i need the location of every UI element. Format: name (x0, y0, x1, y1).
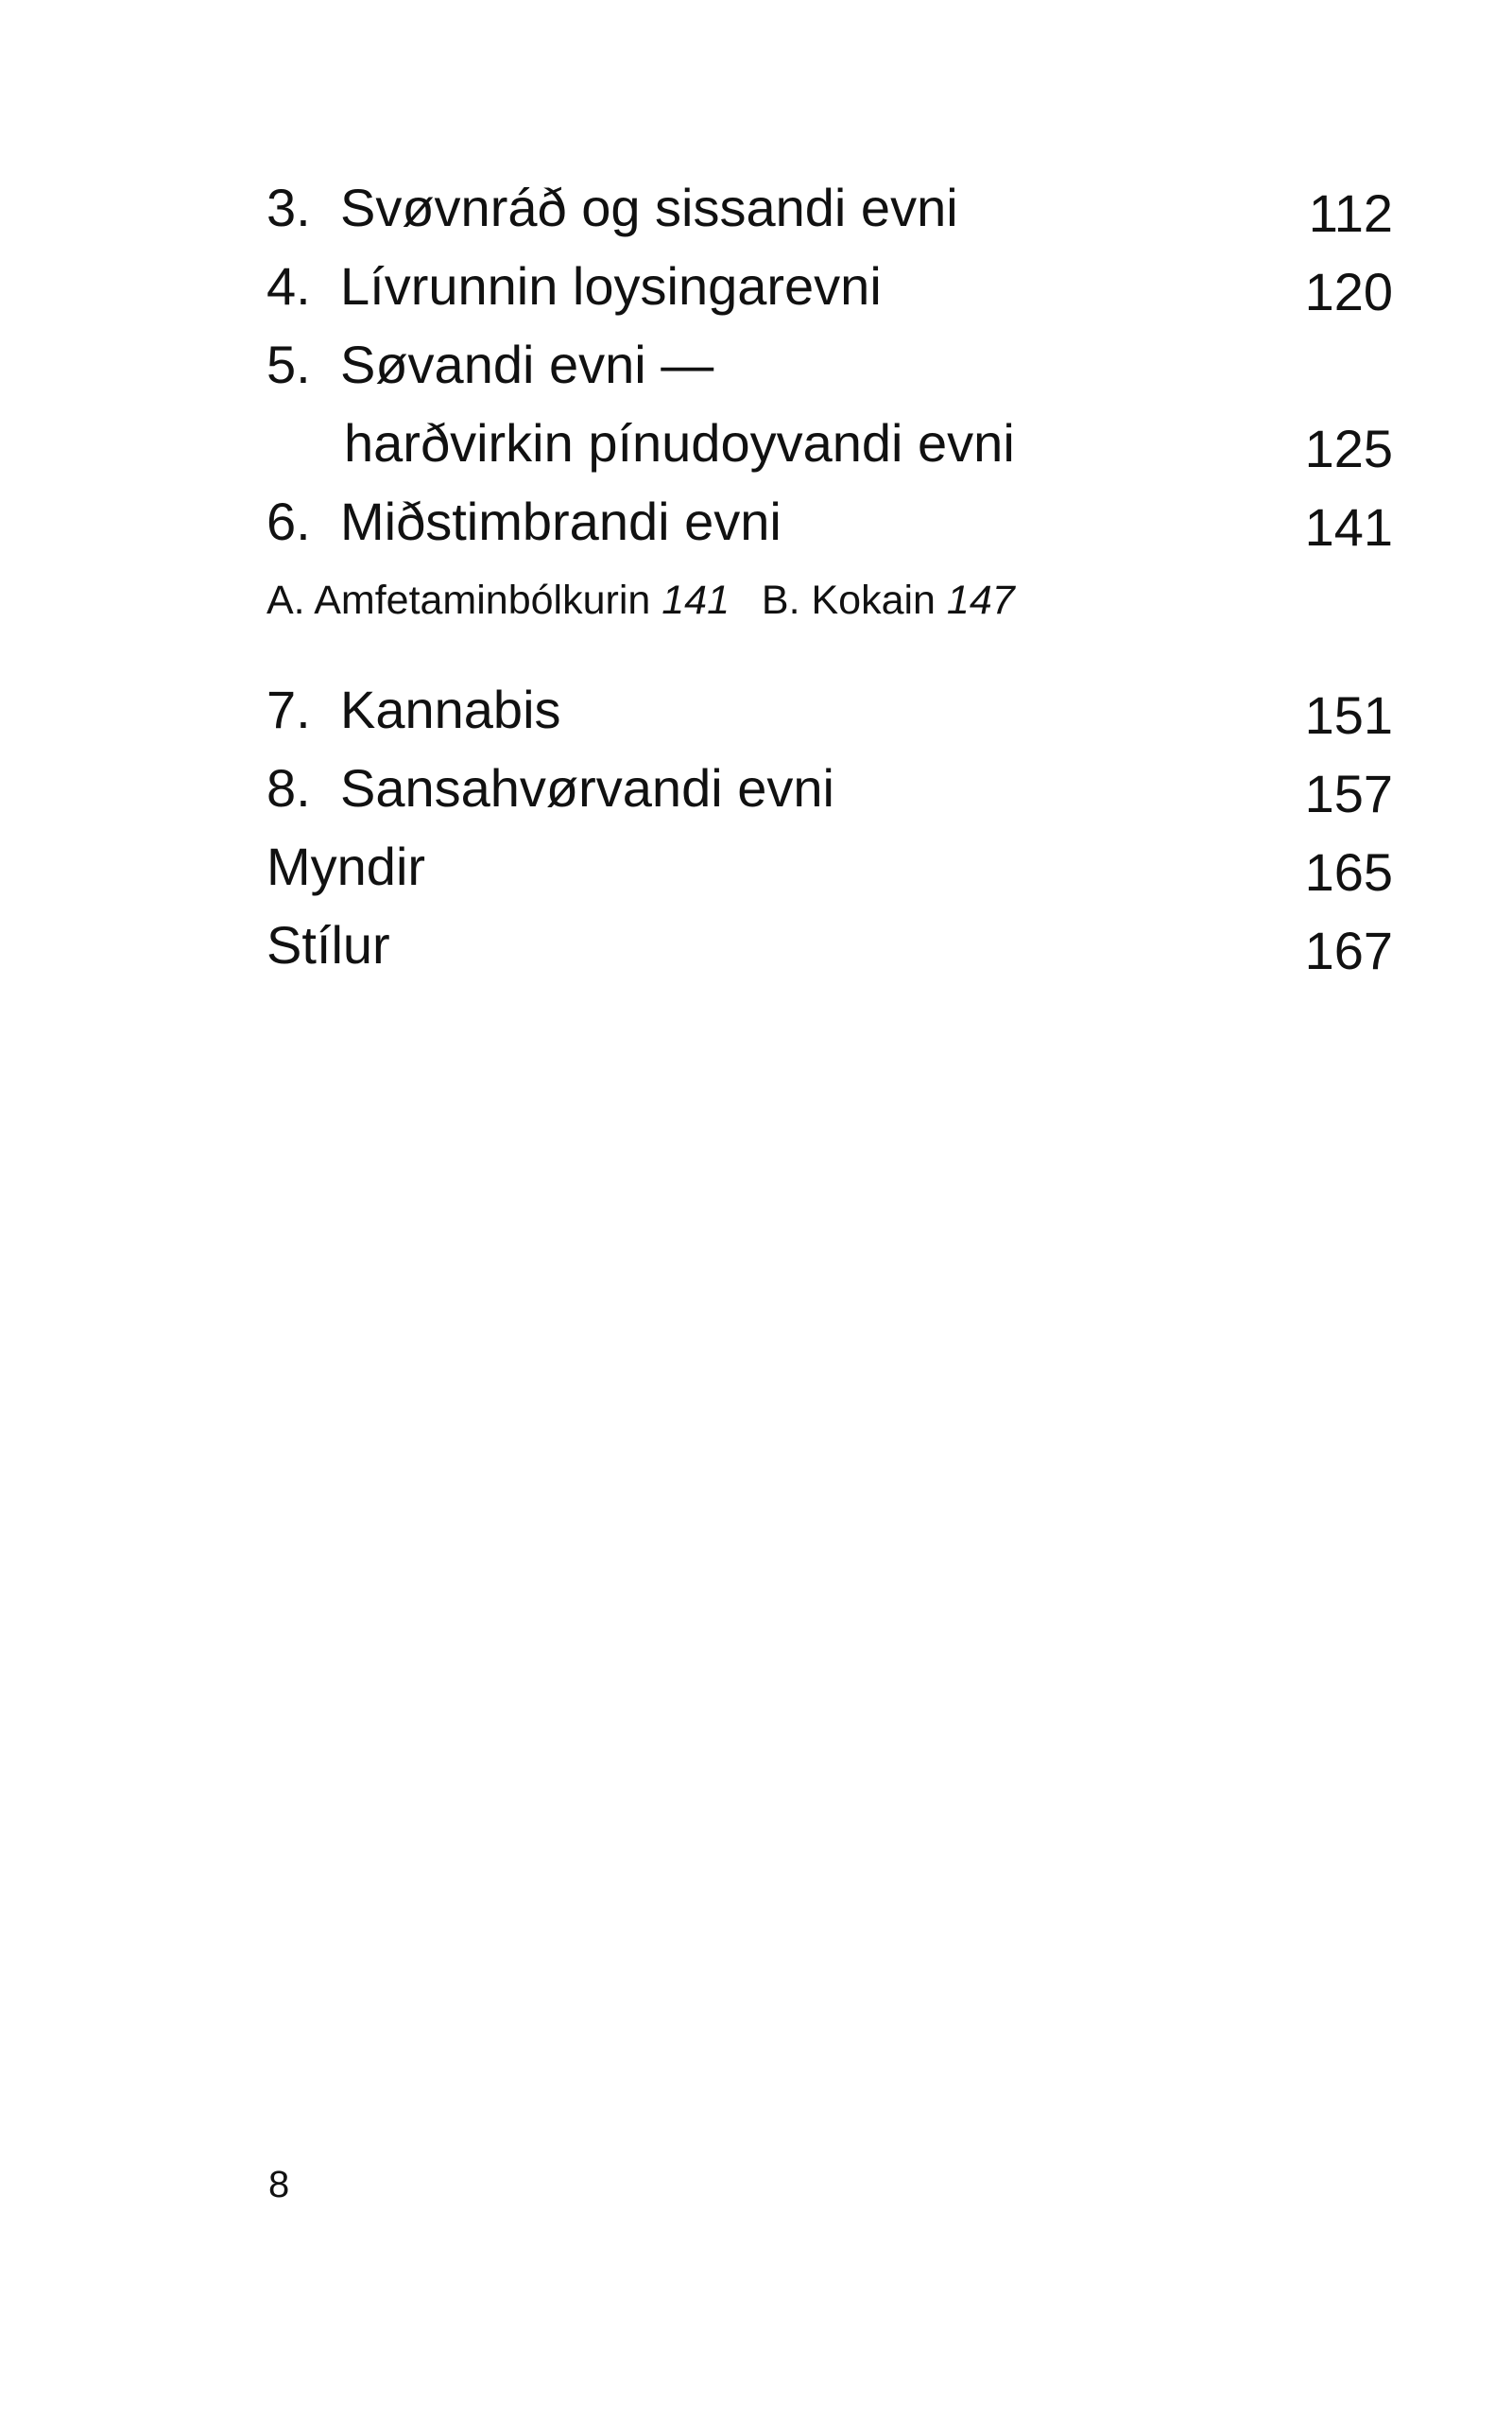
entry-number: 6. (266, 492, 311, 551)
toc-entry (266, 325, 1393, 404)
entry-number: 5. (266, 335, 311, 394)
entry-page: 151 (1304, 685, 1393, 745)
subentry-label: B. Kokain (761, 578, 936, 623)
entry-title: Myndir (266, 837, 426, 896)
entry-page: 125 (1304, 419, 1393, 478)
table-of-contents (266, 168, 1393, 984)
entry-number: 7. (266, 680, 311, 739)
entry-title: Søvandi evni — (340, 335, 714, 394)
subentry-page: 147 (946, 578, 1015, 623)
entry-number: 4. (266, 256, 311, 316)
entry-page: 112 (1308, 183, 1393, 243)
entry-page: 141 (1304, 497, 1393, 557)
entry-page: 165 (1304, 842, 1393, 902)
toc-entry (266, 670, 1393, 749)
toc-entry (266, 168, 1393, 247)
toc-entry (266, 749, 1393, 827)
entry-number: 3. (266, 178, 311, 237)
entry-title: harðvirkin pínudoyvandi evni (344, 413, 1015, 473)
entry-title: Kannabis (340, 680, 561, 739)
toc-entry (266, 482, 1393, 561)
entry-title: Stílur (266, 915, 390, 975)
entry-page: 167 (1304, 921, 1393, 980)
toc-entry-continuation (266, 404, 1393, 482)
toc-entry (266, 906, 1393, 984)
entry-title: Miðstimbrandi evni (340, 492, 782, 551)
entry-title: Sansahvørvandi evni (340, 758, 834, 818)
subentry-page: 141 (662, 578, 730, 623)
entry-title: Svøvnráð og sissandi evni (340, 178, 958, 237)
toc-subentries (266, 562, 1393, 638)
page-number: 8 (268, 2164, 290, 2205)
entry-title: Lívrunnin loysingarevni (340, 256, 882, 316)
entry-page: 157 (1304, 764, 1393, 823)
toc-entry (266, 827, 1393, 906)
entry-page: 120 (1304, 262, 1393, 321)
entry-number: 8. (266, 758, 311, 818)
toc-entry (266, 247, 1393, 325)
subentry-label: A. Amfetaminbólkurin (266, 578, 651, 623)
